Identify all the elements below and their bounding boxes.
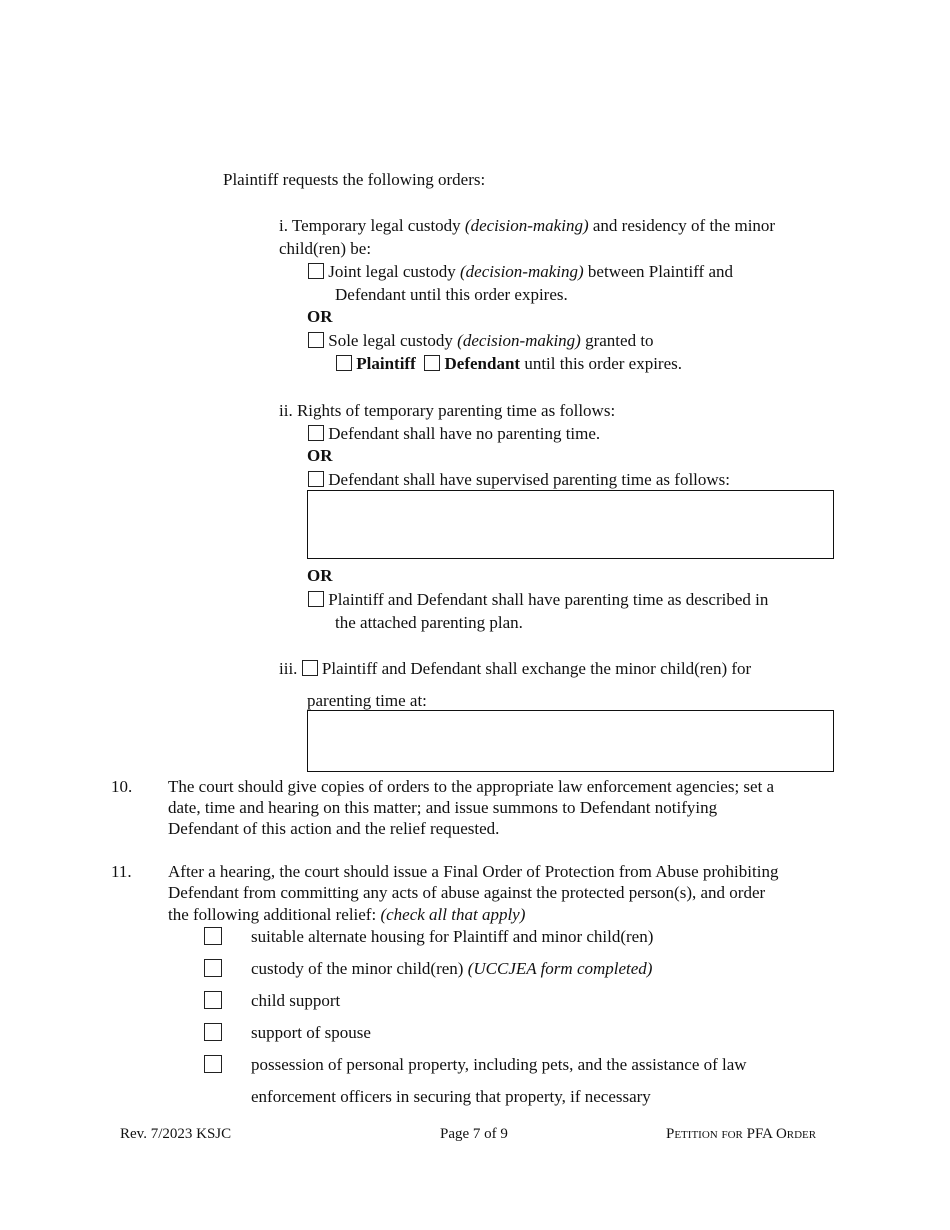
no-parenting-time-option: Defendant shall have no parenting time. bbox=[308, 423, 600, 445]
intro-text: Plaintiff requests the following orders: bbox=[223, 170, 486, 189]
section-i-line1: i. Temporary legal custody (decision-making) and residency of the minor bbox=[279, 216, 776, 235]
or-label: OR bbox=[307, 566, 333, 585]
item-10-line1: The court should give copies of orders to the appropriate law enforcement agencies; set a bbox=[168, 777, 775, 796]
plaintiff-checkbox[interactable] bbox=[336, 355, 352, 371]
sole-custody-party-row: Plaintiff Defendant until this order expires. bbox=[336, 353, 682, 375]
footer-form-title: Petition for PFA Order bbox=[666, 1126, 817, 1142]
relief-property-checkbox[interactable] bbox=[204, 1055, 222, 1073]
relief-custody-checkbox[interactable] bbox=[204, 959, 222, 977]
relief-spouse-support-checkbox[interactable] bbox=[204, 1023, 222, 1041]
item-11-line1: After a hearing, the court should issue a Final Order of Protection from Abuse prohibiting bbox=[168, 862, 779, 881]
relief-custody-label: custody of the minor child(ren) (UCCJEA form completed) bbox=[251, 959, 653, 978]
parenting-plan-checkbox[interactable] bbox=[308, 591, 324, 607]
exchange-checkbox[interactable] bbox=[302, 660, 318, 676]
sole-custody-option: Sole legal custody (decision-making) granted to bbox=[308, 330, 654, 352]
relief-spouse-support-label: support of spouse bbox=[251, 1023, 371, 1042]
section-ii-heading: ii. Rights of temporary parenting time as follows: bbox=[279, 401, 616, 420]
footer-revision: Rev. 7/2023 KSJC bbox=[120, 1126, 232, 1142]
supervised-parenting-checkbox[interactable] bbox=[308, 471, 324, 487]
relief-child-support-label: child support bbox=[251, 991, 341, 1010]
parenting-plan-line2: the attached parenting plan. bbox=[335, 613, 523, 632]
supervised-parenting-option: Defendant shall have supervised parenting time as follows: bbox=[308, 469, 730, 491]
relief-property-line1: possession of personal property, including pets, and the assistance of law bbox=[251, 1055, 747, 1074]
item-11-number: 11. bbox=[111, 862, 132, 881]
item-10-line2: date, time and hearing on this matter; and issue summons to Defendant notifying bbox=[168, 798, 718, 817]
joint-custody-line2: Defendant until this order expires. bbox=[335, 285, 568, 304]
exchange-line2: parenting time at: bbox=[307, 691, 427, 710]
relief-property-line2: enforcement officers in securing that property, if necessary bbox=[251, 1087, 651, 1106]
sole-custody-checkbox[interactable] bbox=[308, 332, 324, 348]
item-11-line2: Defendant from committing any acts of abuse against the protected person(s), and order bbox=[168, 883, 766, 902]
section-i-line2: child(ren) be: bbox=[279, 239, 372, 258]
defendant-label: Defendant bbox=[444, 354, 521, 373]
exchange-location-textbox[interactable] bbox=[307, 710, 834, 772]
or-label: OR bbox=[307, 446, 333, 465]
item-11-line3: the following additional relief: (check all that apply) bbox=[168, 905, 526, 924]
footer-page-number: Page 7 of 9 bbox=[440, 1126, 508, 1142]
item-10-line3: Defendant of this action and the relief requested. bbox=[168, 819, 500, 838]
exchange-option: iii. Plaintiff and Defendant shall exchange the minor child(ren) for bbox=[279, 659, 752, 678]
joint-custody-option: Joint legal custody (decision-making) between Plaintiff and bbox=[308, 261, 733, 283]
supervised-parenting-textbox[interactable] bbox=[307, 490, 834, 559]
plaintiff-label: Plaintiff bbox=[356, 354, 416, 373]
defendant-checkbox[interactable] bbox=[424, 355, 440, 371]
or-label: OR bbox=[307, 307, 333, 326]
joint-custody-checkbox[interactable] bbox=[308, 263, 324, 279]
parenting-plan-option: Plaintiff and Defendant shall have parenting time as described in bbox=[308, 589, 768, 611]
relief-housing-checkbox[interactable] bbox=[204, 927, 222, 945]
relief-child-support-checkbox[interactable] bbox=[204, 991, 222, 1009]
item-10-number: 10. bbox=[111, 777, 133, 796]
relief-housing-label: suitable alternate housing for Plaintiff and minor child(ren) bbox=[251, 927, 654, 946]
no-parenting-time-checkbox[interactable] bbox=[308, 425, 324, 441]
